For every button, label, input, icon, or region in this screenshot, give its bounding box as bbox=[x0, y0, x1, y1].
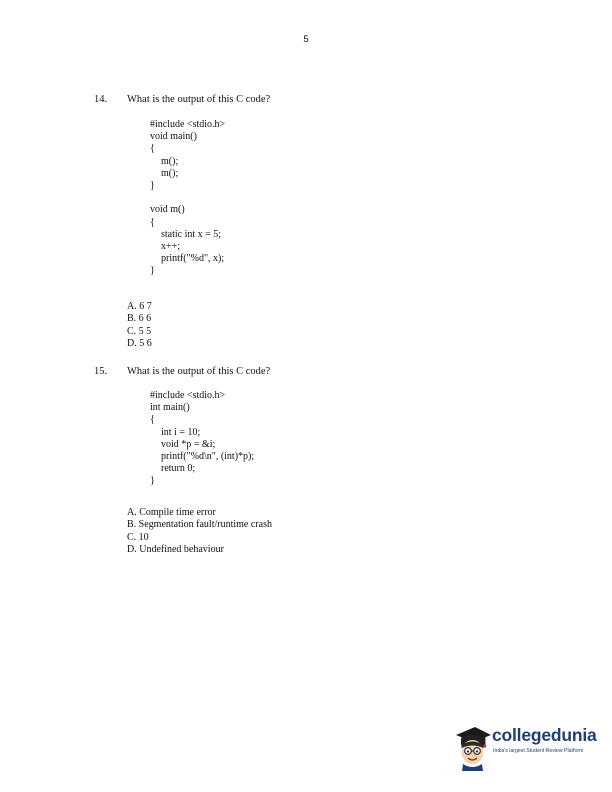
answer-option: B. Segmentation fault/runtime crash bbox=[127, 519, 272, 531]
code-line: void *p = &i; bbox=[161, 438, 216, 450]
page-number: 5 bbox=[303, 34, 309, 45]
code-line: { bbox=[150, 414, 155, 426]
brand-tagline: India's largest Student Review Platform bbox=[493, 748, 584, 754]
answer-option: A. 6 7 bbox=[127, 301, 152, 312]
question-number: 14. bbox=[94, 94, 108, 105]
answer-option: B. 6 6 bbox=[127, 313, 152, 325]
code-line: void main() bbox=[150, 131, 197, 143]
answer-options bbox=[127, 507, 272, 556]
code-line bbox=[150, 192, 225, 204]
code-line: m(); bbox=[161, 155, 179, 167]
code-line: m(); bbox=[161, 167, 179, 179]
answer-option: D. Undefined behaviour bbox=[127, 543, 224, 555]
code-line: int main() bbox=[150, 402, 190, 414]
code-line: #include <stdio.h> bbox=[150, 390, 226, 401]
question-text: What is the output of this C code? bbox=[127, 94, 271, 105]
code-line: { bbox=[150, 143, 155, 155]
code-line: int i = 10; bbox=[161, 426, 201, 438]
answer-option: C. 10 bbox=[127, 531, 149, 543]
code-line: return 0; bbox=[161, 463, 196, 475]
code-block bbox=[150, 119, 225, 277]
code-line: printf("%d\n", (int)*p); bbox=[161, 450, 255, 462]
code-line: } bbox=[150, 179, 155, 191]
code-line: } bbox=[150, 265, 155, 277]
answer-option: C. 5 5 bbox=[127, 325, 152, 337]
brand-name: collegedunia bbox=[492, 725, 597, 745]
question-number: 15. bbox=[94, 366, 108, 377]
code-line: x++; bbox=[161, 240, 181, 252]
code-line: { bbox=[150, 216, 155, 228]
question-text: What is the output of this C code? bbox=[127, 366, 271, 377]
answer-option: D. 5 6 bbox=[127, 337, 152, 349]
code-block bbox=[150, 390, 254, 488]
code-line: #include <stdio.h> bbox=[150, 119, 226, 130]
code-line: printf("%d", x); bbox=[161, 253, 225, 265]
mascot-icon bbox=[453, 723, 493, 773]
answer-option: A. Compile time error bbox=[127, 507, 216, 518]
code-line: void m() bbox=[150, 204, 185, 216]
code-line: } bbox=[150, 475, 155, 487]
code-line: static int x = 5; bbox=[161, 228, 222, 240]
answer-options bbox=[127, 301, 152, 350]
collegedunia-logo bbox=[453, 723, 603, 775]
